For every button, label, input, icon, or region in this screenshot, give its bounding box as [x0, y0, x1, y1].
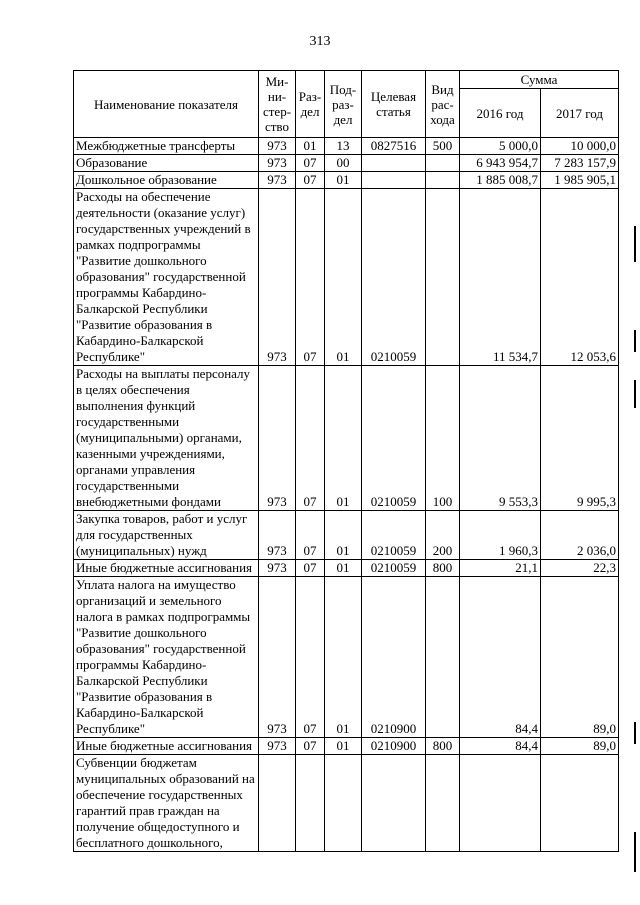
row-ministry: 973	[259, 189, 296, 366]
row-subsection	[325, 755, 362, 852]
row-value-2017: 12 053,6	[541, 189, 619, 366]
table-body	[74, 138, 619, 852]
header-name: Наименование показателя	[74, 71, 259, 138]
row-expense-type: 500	[426, 138, 460, 155]
table-row	[74, 511, 619, 560]
row-expense-type: 100	[426, 366, 460, 511]
header-expense-type: Вид рас-хода	[426, 71, 460, 138]
row-ministry: 973	[259, 366, 296, 511]
margin-mark	[634, 226, 636, 262]
row-name: Уплата налога на имущество организаций и земельного налога в рамках подпрограммы "Развитие дошкольного образования" государственной программы Кабардино-Балкарской Республики "Развитие образования в Кабардино-Балкарской Республике"	[74, 577, 259, 738]
row-ministry: 973	[259, 577, 296, 738]
row-section: 07	[296, 560, 325, 577]
row-name: Иные бюджетные ассигнования	[74, 560, 259, 577]
row-target: 0210059	[362, 560, 426, 577]
row-expense-type	[426, 577, 460, 738]
row-ministry: 973	[259, 560, 296, 577]
table-row	[74, 738, 619, 755]
row-value-2016: 5 000,0	[460, 138, 541, 155]
row-target: 0210059	[362, 366, 426, 511]
row-value-2017: 2 036,0	[541, 511, 619, 560]
row-target: 0210900	[362, 577, 426, 738]
table-row	[74, 755, 619, 852]
table-row	[74, 155, 619, 172]
row-ministry: 973	[259, 738, 296, 755]
row-ministry: 973	[259, 138, 296, 155]
row-subsection: 00	[325, 155, 362, 172]
row-value-2016: 9 553,3	[460, 366, 541, 511]
header-ministry: Ми-ни-стер-ство	[259, 71, 296, 138]
header-sum: Сумма	[460, 71, 619, 89]
table-row	[74, 172, 619, 189]
budget-table	[73, 70, 619, 852]
table-row	[74, 189, 619, 366]
row-ministry: 973	[259, 155, 296, 172]
row-expense-type: 200	[426, 511, 460, 560]
row-target: 0827516	[362, 138, 426, 155]
row-section: 07	[296, 738, 325, 755]
row-expense-type: 800	[426, 560, 460, 577]
header-section: Раз-дел	[296, 71, 325, 138]
row-value-2017: 1 985 905,1	[541, 172, 619, 189]
row-subsection: 13	[325, 138, 362, 155]
row-section: 07	[296, 577, 325, 738]
table-row	[74, 577, 619, 738]
header-year-2017: 2017 год	[541, 89, 619, 138]
row-name: Иные бюджетные ассигнования	[74, 738, 259, 755]
row-value-2016: 1 885 008,7	[460, 172, 541, 189]
row-subsection: 01	[325, 560, 362, 577]
row-target: 0210059	[362, 511, 426, 560]
table-row	[74, 560, 619, 577]
row-value-2016	[460, 755, 541, 852]
row-value-2017: 89,0	[541, 577, 619, 738]
row-subsection: 01	[325, 172, 362, 189]
row-value-2017: 9 995,3	[541, 366, 619, 511]
row-ministry: 973	[259, 511, 296, 560]
margin-mark	[634, 722, 636, 744]
row-target	[362, 172, 426, 189]
row-section: 01	[296, 138, 325, 155]
row-expense-type	[426, 189, 460, 366]
row-value-2016: 84,4	[460, 738, 541, 755]
row-subsection: 01	[325, 511, 362, 560]
row-section: 07	[296, 511, 325, 560]
row-expense-type	[426, 172, 460, 189]
row-subsection: 01	[325, 189, 362, 366]
row-target	[362, 755, 426, 852]
row-value-2016: 21,1	[460, 560, 541, 577]
row-section: 07	[296, 155, 325, 172]
row-value-2017: 10 000,0	[541, 138, 619, 155]
row-value-2016: 6 943 954,7	[460, 155, 541, 172]
header-year-2016: 2016 год	[460, 89, 541, 138]
row-ministry: 973	[259, 172, 296, 189]
row-name: Образование	[74, 155, 259, 172]
row-expense-type	[426, 755, 460, 852]
row-name: Закупка товаров, работ и услуг для государственных (муниципальных) нужд	[74, 511, 259, 560]
row-value-2016: 84,4	[460, 577, 541, 738]
row-value-2017: 22,3	[541, 560, 619, 577]
margin-mark	[634, 330, 636, 352]
row-value-2016: 1 960,3	[460, 511, 541, 560]
row-section: 07	[296, 189, 325, 366]
page-number: 313	[309, 34, 331, 49]
header-subsection: Под-раз-дел	[325, 71, 362, 138]
table-row	[74, 138, 619, 155]
row-name: Дошкольное образование	[74, 172, 259, 189]
row-section: 07	[296, 366, 325, 511]
row-subsection: 01	[325, 577, 362, 738]
row-expense-type: 800	[426, 738, 460, 755]
row-value-2017	[541, 755, 619, 852]
row-value-2017: 7 283 157,9	[541, 155, 619, 172]
row-ministry	[259, 755, 296, 852]
header-target: Целевая статья	[362, 71, 426, 138]
row-target	[362, 155, 426, 172]
row-target: 0210900	[362, 738, 426, 755]
row-target: 0210059	[362, 189, 426, 366]
row-subsection: 01	[325, 366, 362, 511]
margin-mark	[634, 832, 636, 872]
row-name: Межбюджетные трансферты	[74, 138, 259, 155]
row-section: 07	[296, 172, 325, 189]
row-name: Субвенции бюджетам муниципальных образований на обеспечение государственных гарантий прав граждан на получение общедоступного и бесплатного дошкольного,	[74, 755, 259, 852]
row-value-2016: 11 534,7	[460, 189, 541, 366]
row-name: Расходы на обеспечение деятельности (оказание услуг) государственных учреждений в рамках подпрограммы "Развитие дошкольного образования" государственной программы Кабардино-Балкарской Республики "Развитие образования в Кабардино-Балкарской Республике"	[74, 189, 259, 366]
margin-mark	[634, 380, 636, 408]
row-expense-type	[426, 155, 460, 172]
table-row	[74, 366, 619, 511]
row-section	[296, 755, 325, 852]
row-name: Расходы на выплаты персоналу в целях обеспечения выполнения функций государственными (муниципальными) органами, казенными учреждениями, органами управления государственными внебюджетными фондами	[74, 366, 259, 511]
row-value-2017: 89,0	[541, 738, 619, 755]
row-subsection: 01	[325, 738, 362, 755]
